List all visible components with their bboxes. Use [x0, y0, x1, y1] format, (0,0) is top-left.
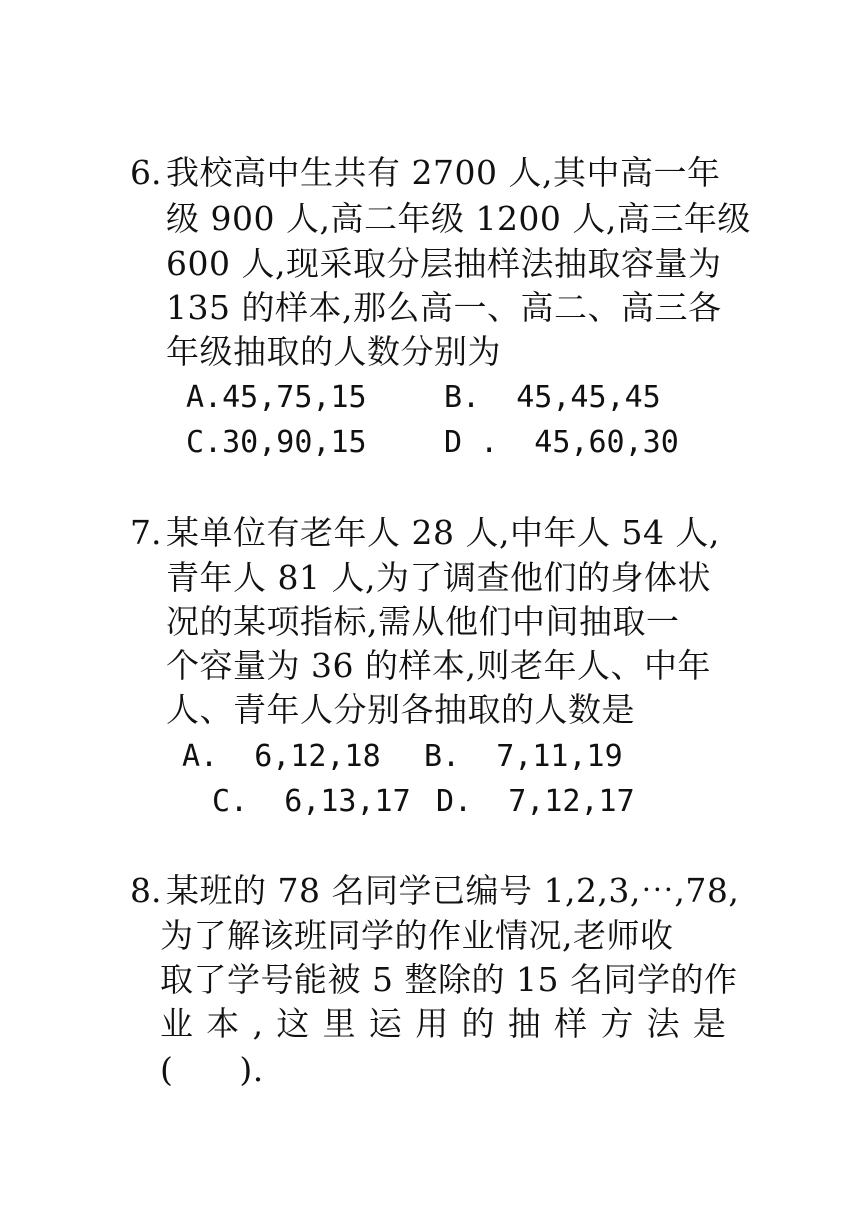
char: 抽: [507, 1004, 541, 1043]
option-b[interactable]: B. 7,11,19: [424, 739, 623, 774]
char: 的: [461, 1004, 495, 1043]
char: 方: [600, 1004, 634, 1043]
question-text-line: 个容量为 36 的样本,则老年人、中年: [166, 646, 711, 685]
question-text-line: 取了学号能被 5 整除的 15 名同学的作: [160, 960, 738, 999]
question-text-line: 年级抽取的人数分别为: [166, 332, 501, 371]
char: 法: [646, 1004, 680, 1043]
option-d[interactable]: D. 7,12,17: [436, 784, 635, 819]
option-c[interactable]: C.30,90,15: [186, 425, 367, 460]
char: ,: [252, 1004, 264, 1043]
char: 这: [276, 1004, 310, 1043]
option-a[interactable]: A. 6,12,18: [182, 739, 381, 774]
question-text-line: 级 900 人,高二年级 1200 人,高三年级: [166, 199, 751, 238]
char: 里: [322, 1004, 356, 1043]
char: 业: [160, 1004, 193, 1043]
question-text-line: 青年人 81 人,为了调查他们的身体状: [166, 558, 711, 597]
char: 本: [206, 1004, 240, 1043]
char: 样: [554, 1004, 588, 1043]
question-text-line: 600 人,现采取分层抽样法抽取容量为: [166, 244, 722, 283]
char: 是: [692, 1004, 726, 1043]
question-number: 6.: [130, 153, 162, 192]
question-text-line: 某班的 78 名同学已编号 1,2,3,⋯,78,: [166, 871, 740, 910]
option-c[interactable]: C. 6,13,17: [212, 784, 411, 819]
question-text-line: 人、青年人分别各抽取的人数是: [166, 690, 635, 729]
question-text-line-justified: [160, 1004, 726, 1044]
question-text-line: 况的某项指标,需从他们中间抽取一: [166, 602, 680, 641]
question-text-line: 我校高中生共有 2700 人,其中高一年: [166, 153, 721, 192]
question-number: 7.: [130, 513, 162, 552]
option-b[interactable]: B. 45,45,45: [444, 380, 661, 415]
option-d[interactable]: D . 45,60,30: [444, 425, 679, 460]
answer-blank[interactable]: ( ).: [160, 1050, 264, 1089]
question-text-line: 某单位有老年人 28 人,中年人 54 人,: [166, 513, 720, 552]
question-text-line: 为了解该班同学的作业情况,老师收: [160, 916, 674, 955]
question-number: 8.: [130, 871, 162, 910]
question-text-line: 135 的样本,那么高一、高二、高三各: [166, 288, 722, 327]
option-a[interactable]: A.45,75,15: [186, 380, 367, 415]
char: 用: [415, 1004, 449, 1043]
char: 运: [368, 1004, 402, 1043]
